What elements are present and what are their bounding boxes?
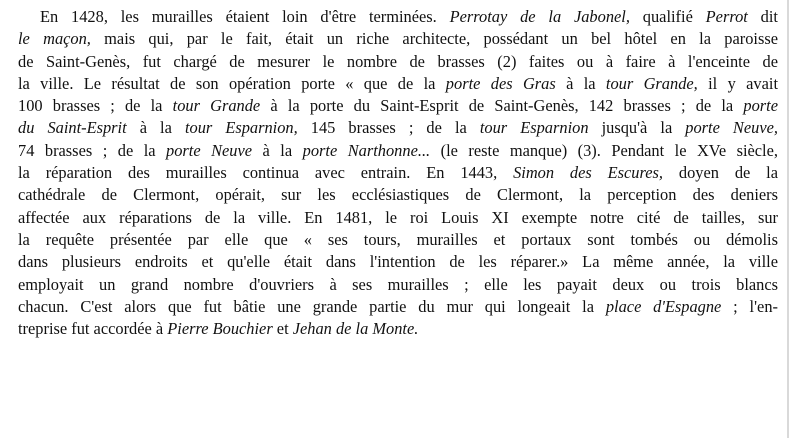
italic-text: tour Grande, bbox=[605, 73, 698, 93]
text-segment: à la bbox=[555, 73, 606, 93]
text-segment: 74 brasses ; de la bbox=[18, 140, 167, 160]
text-segment: la requête présentée par elle que « ses tours, murailles et portaux sont tombés ou démolis bbox=[18, 229, 778, 249]
text-segment: la ville. Le résultat de son opération porte « que de la bbox=[18, 73, 446, 93]
text-line bbox=[18, 95, 778, 117]
text-line bbox=[18, 184, 778, 206]
text-line bbox=[18, 274, 778, 296]
text-line bbox=[18, 296, 778, 318]
text-segment: il y avait bbox=[697, 73, 778, 93]
italic-text: tour Grande bbox=[172, 96, 261, 116]
text-segment: ; l'en- bbox=[721, 296, 778, 316]
text-segment: la réparation des murailles continua avec entrain. En 1443, bbox=[18, 163, 514, 183]
italic-text: porte Neuve bbox=[166, 140, 253, 160]
italic-text: porte Neuve, bbox=[685, 118, 778, 138]
text-line bbox=[18, 117, 778, 139]
text-segment: mais qui, par le fait, était un riche architecte, possédant un bel hôtel en la paroisse bbox=[90, 29, 778, 49]
text-line bbox=[18, 6, 778, 28]
text-segment: et bbox=[272, 319, 293, 339]
text-segment: à la bbox=[252, 140, 303, 160]
italic-text: tour Esparnion bbox=[479, 118, 589, 138]
history-paragraph bbox=[18, 6, 778, 340]
text-line bbox=[18, 229, 778, 251]
text-segment: 145 brasses ; de la bbox=[297, 118, 480, 138]
italic-text: Jehan de la Monte. bbox=[292, 319, 419, 339]
text-segment: à la bbox=[126, 118, 185, 138]
text-segment: à la porte du Saint-Esprit de Saint-Genès, 142 brasses ; de la bbox=[260, 96, 744, 116]
text-segment: En 1428, les murailles étaient loin d'être terminées. bbox=[40, 7, 450, 26]
italic-text: du Saint-Esprit bbox=[18, 118, 127, 138]
text-line bbox=[18, 51, 778, 73]
italic-text: porte des Gras bbox=[445, 73, 556, 93]
text-segment: (le reste manque) (3). Pendant le XVe siècle, bbox=[430, 140, 778, 160]
text-segment: de Saint-Genès, fut chargé de mesurer le nombre de brasses (2) faites ou à faire à l'enceinte de bbox=[18, 51, 778, 71]
italic-text: Perrotay de la Jabonel, bbox=[449, 7, 630, 26]
text-segment: jusqu'à la bbox=[588, 118, 686, 138]
document-page bbox=[18, 6, 778, 340]
italic-text: Simon des Escures, bbox=[513, 163, 664, 183]
text-segment: dans plusieurs endroits et qu'elle était dans l'intention de les réparer.» La même année, la ville bbox=[18, 252, 778, 272]
text-line bbox=[18, 207, 778, 229]
italic-text: place d'Espagne bbox=[605, 296, 722, 316]
text-line bbox=[18, 140, 778, 162]
text-segment: affectée aux réparations de la ville. En 1481, le roi Louis XI exempte notre cité de tailles, sur bbox=[18, 207, 778, 227]
text-segment: dit bbox=[747, 7, 778, 26]
text-line bbox=[18, 73, 778, 95]
text-segment: employait un grand nombre d'ouvriers à ses murailles ; elle les payait deux ou trois blancs bbox=[18, 274, 778, 294]
text-line bbox=[18, 28, 778, 50]
text-segment: doyen de la bbox=[663, 163, 778, 183]
italic-text: porte Narthonne... bbox=[302, 140, 431, 160]
text-segment: qualifié bbox=[629, 7, 706, 26]
italic-text: Pierre Bouchier bbox=[167, 319, 273, 339]
text-segment: 100 brasses ; de la bbox=[18, 96, 173, 116]
text-segment: cathédrale de Clermont, opérait, sur les ecclésiastiques de Clermont, la perception des deniers bbox=[18, 185, 778, 205]
text-line bbox=[18, 251, 778, 273]
text-line bbox=[18, 318, 778, 340]
text-segment: chacun. C'est alors que fut bâtie une grande partie du mur qui longeait la bbox=[18, 296, 606, 316]
page-edge-rule bbox=[787, 0, 789, 438]
text-line bbox=[18, 162, 778, 184]
italic-text: porte bbox=[743, 96, 778, 116]
italic-text: tour Esparnion, bbox=[184, 118, 298, 138]
italic-text: Perrot bbox=[705, 7, 748, 26]
italic-text: le maçon, bbox=[18, 29, 91, 49]
text-segment: treprise fut accordée à bbox=[18, 319, 168, 339]
